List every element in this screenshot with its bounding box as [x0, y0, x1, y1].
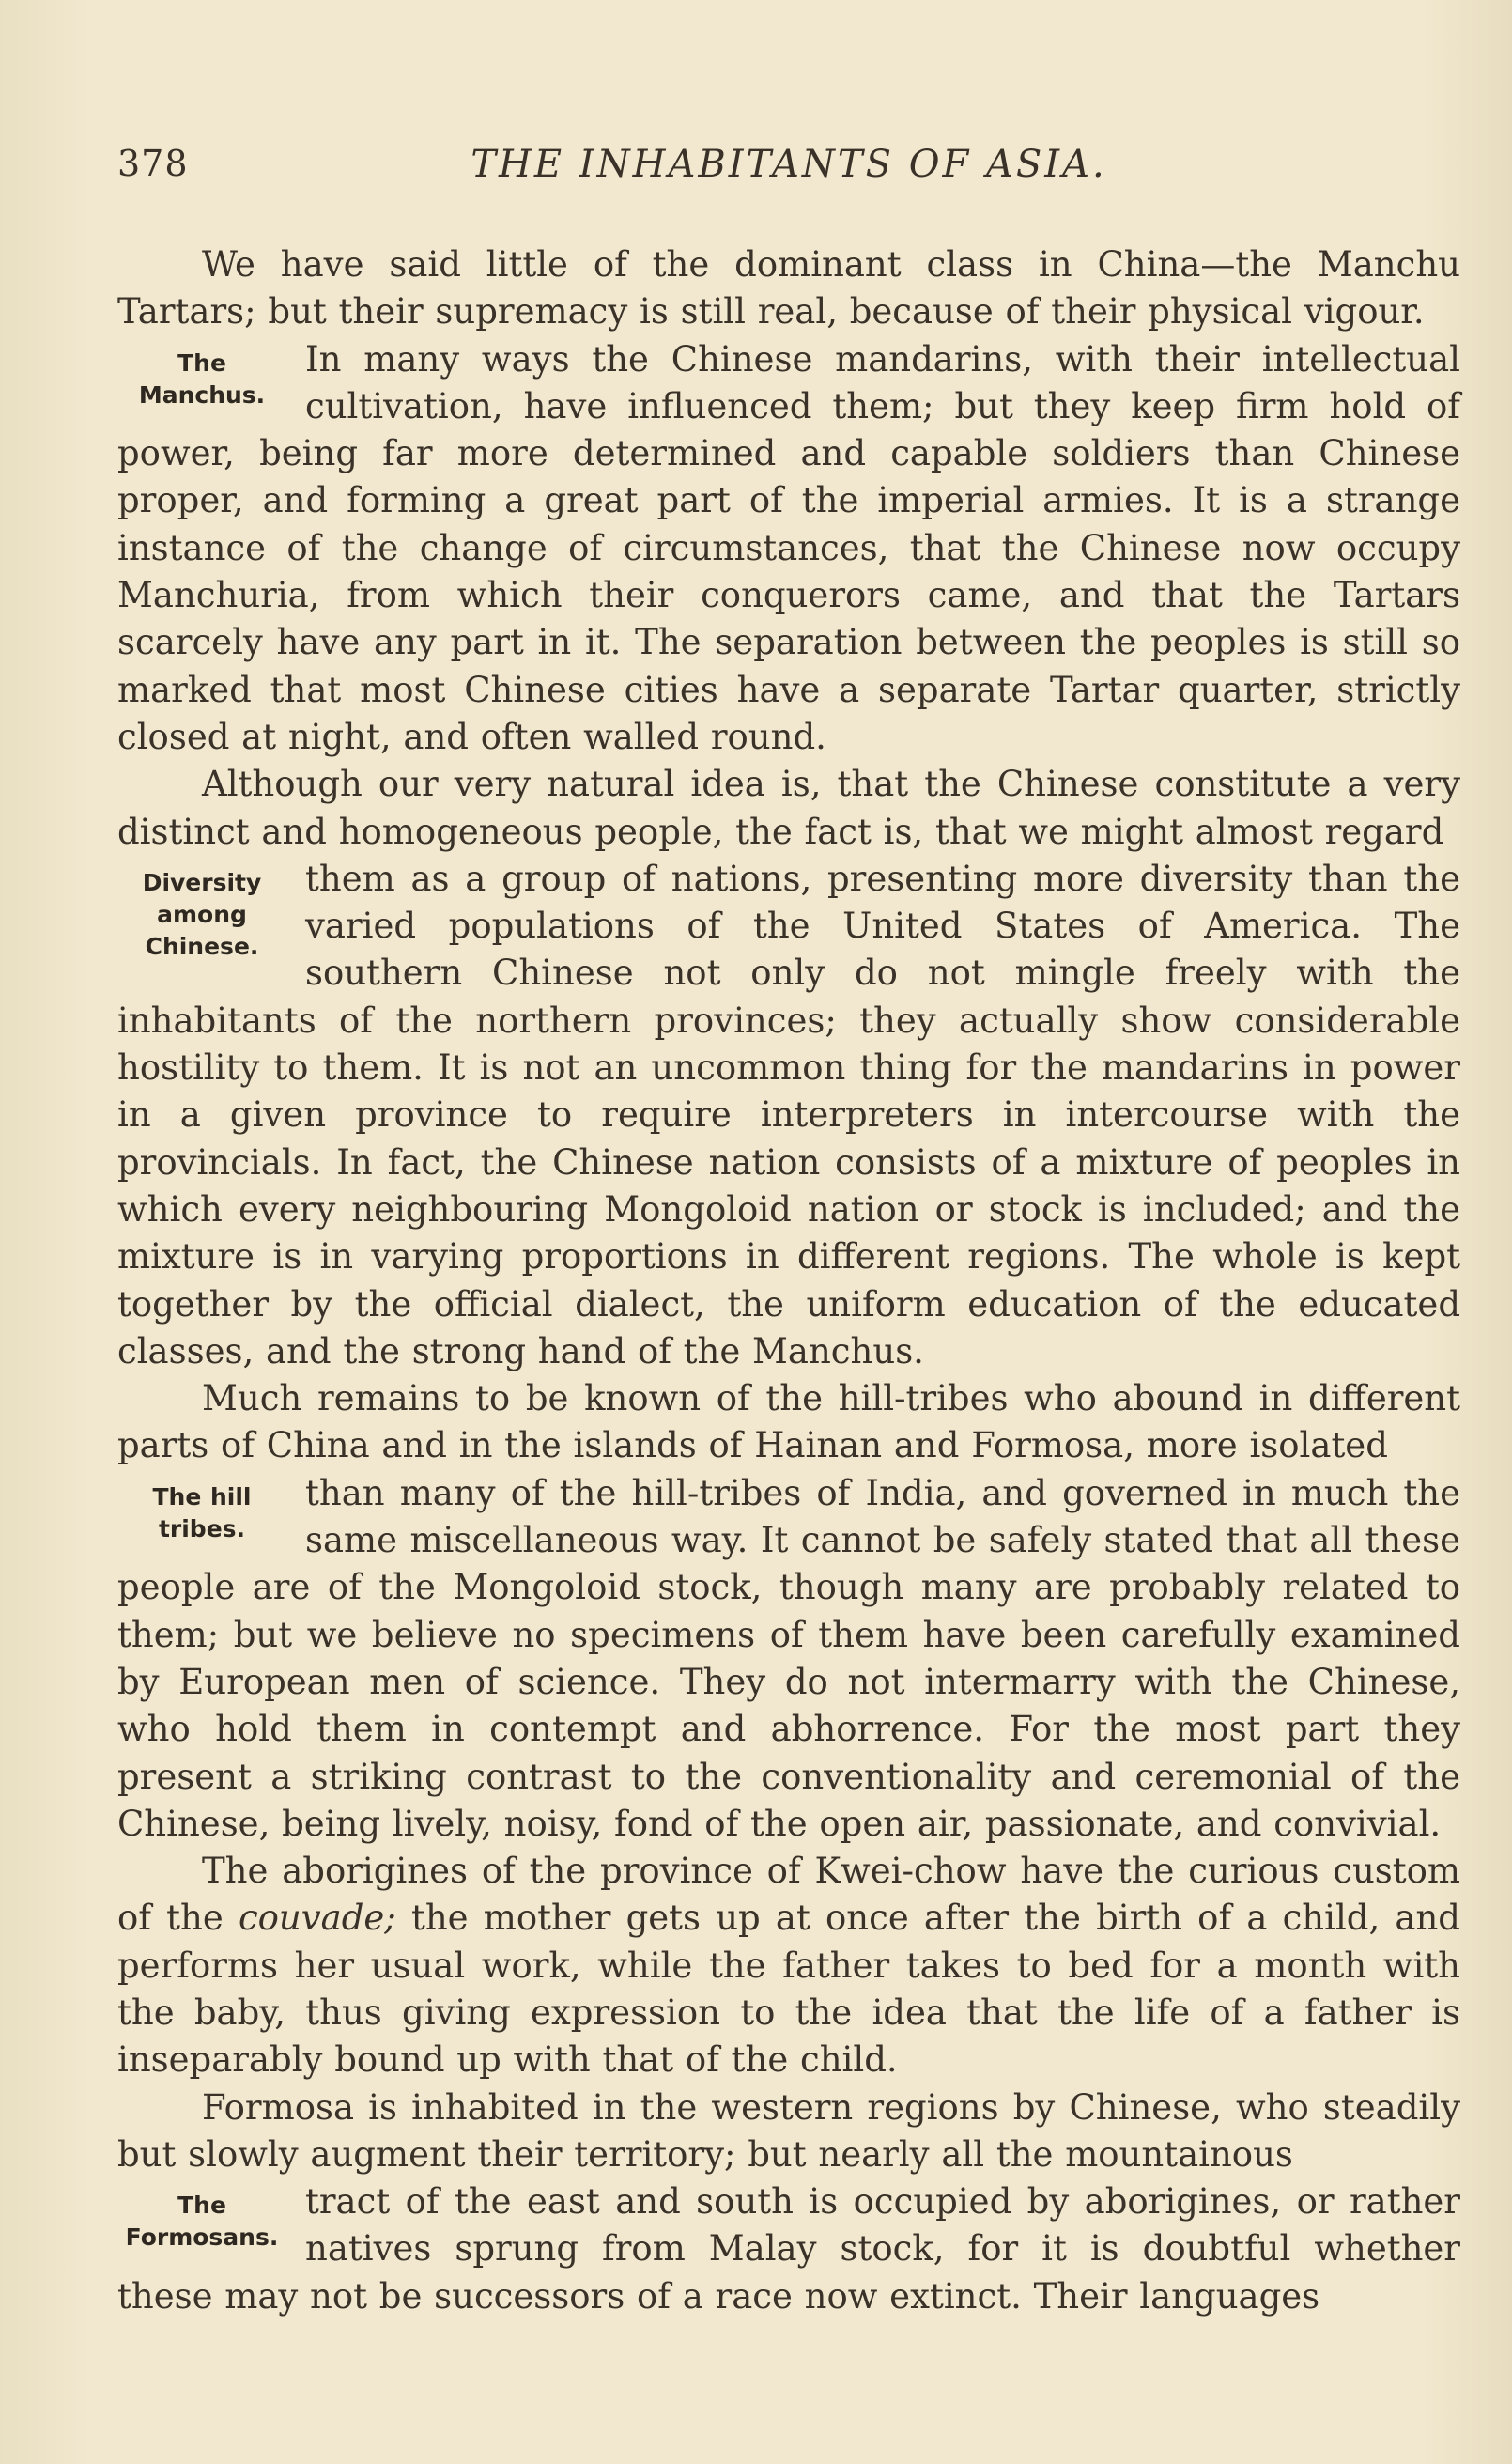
- paragraph-text: Much remains to be known of the hill-tribes who abound in different parts of China and in the islands of Hainan and Formosa, more isolated: [117, 1378, 1460, 1466]
- paragraph-text: Formosa is inhabited in the western regions by Chinese, who steadily but slowly augment their territory; but nearly all the mountainous: [117, 2086, 1460, 2175]
- sidenote-diversity: [108, 867, 296, 963]
- paragraph-text: them as a group of nations, presenting more diversity than the varied populations of the United States of America. The southern Chinese not only do not mingle freely with the inhabitants of the northern provinces; they actually show considerable hostility to them. It is not an uncommon thing for the mandarins in power in a given province to require interpreters in intercourse with the provincials. In fact, the Chinese nation consists of a mixture of peoples in which every neighbouring Mongoloid nation or stock is included; and the mixture is in varying proportions in different regions. The whole is kept together by the official dialect, the uniform education of the educated classes, and the strong hand of the Manchus.: [117, 858, 1460, 1371]
- paragraph-text: We have said little of the dominant class in China—the Manchu Tartars; but their supremacy is still real, because of their physical vigour.: [117, 244, 1460, 333]
- sidenote-line: The: [177, 349, 226, 377]
- sidenote-line: The hill: [152, 1482, 252, 1511]
- paragraph-kwei-chow: [117, 1848, 1460, 2084]
- paragraph-hill-tribes: [117, 1375, 1460, 1848]
- sidenote-line: Manchus.: [138, 380, 266, 409]
- paragraph-text: The aborigines of the province of Kwei-chow have the curious custom of the: [117, 1851, 1460, 1939]
- paragraph-formosa: [117, 2084, 1460, 2320]
- sidenote-formosans: [108, 2190, 296, 2254]
- sidenote-line: Formosans.: [125, 2224, 279, 2252]
- paragraph-text: In many ways the Chinese mandarins, with their intellectual cultivation, have influenced them; but they keep firm hold of power, being far more determined and capable soldiers than Chinese proper, and forming a great part of the imperial armies. It is a strange instance of the change of circumstances, that the Chinese now occupy Manchuria, from which their conquerors came, and that the Tartars scarcely have any part in it. The separation between the peoples is still so marked that most Chinese cities have a separate Tartar quarter, strictly closed at night, and often walled round.: [117, 338, 1460, 757]
- paragraph-diversity: [117, 761, 1460, 1375]
- page-number: 378: [117, 143, 189, 184]
- sidenote-line: among: [157, 900, 247, 928]
- sidenote-line: The: [177, 2192, 226, 2220]
- sidenote-line: Diversity: [142, 868, 262, 896]
- body-text: [117, 241, 1460, 2320]
- running-title: THE INHABITANTS OF ASIA.: [471, 143, 1107, 186]
- emphasis-couvade: couvade;: [238, 1898, 396, 1939]
- sidenote-manchus: [108, 348, 296, 411]
- paragraph-text: than many of the hill-tribes of India, and governed in much the same miscellaneous way. It cannot be safely stated that all these people are of the Mongoloid stock, though many are probably related to them; but we believe no specimens of them have been carefully examined by European men of science. They do not intermarry with the Chinese, who hold them in contempt and abhorrence. For the most part they present a striking contrast to the conventionality and ceremonial of the Chinese, being lively, noisy, fond of the open air, passionate, and convivial.: [117, 1472, 1460, 1844]
- sidenote-hill-tribes: [108, 1481, 296, 1545]
- sidenote-line: tribes.: [158, 1514, 246, 1542]
- page-header: [117, 143, 1460, 199]
- paragraph-text: tract of the east and south is occupied by aborigines, or rather natives sprung from Malay stock, for it is doubtful whether these may not be successors of a race now extinct. Their languages: [117, 2181, 1460, 2317]
- sidenote-line: Chinese.: [145, 932, 259, 960]
- paragraph-manchu-tartars: [117, 241, 1460, 761]
- paragraph-text: Although our very natural idea is, that the Chinese constitute a very distinct and homogeneous people, the fact is, that we might almost regard: [117, 764, 1460, 852]
- paragraph-text: the mother gets up at once after the birth of a child, and performs her usual work, while the father takes to bed for a month with the baby, thus giving expression to the idea that the life of a father is inseparably bound up with that of the child.: [117, 1898, 1460, 2081]
